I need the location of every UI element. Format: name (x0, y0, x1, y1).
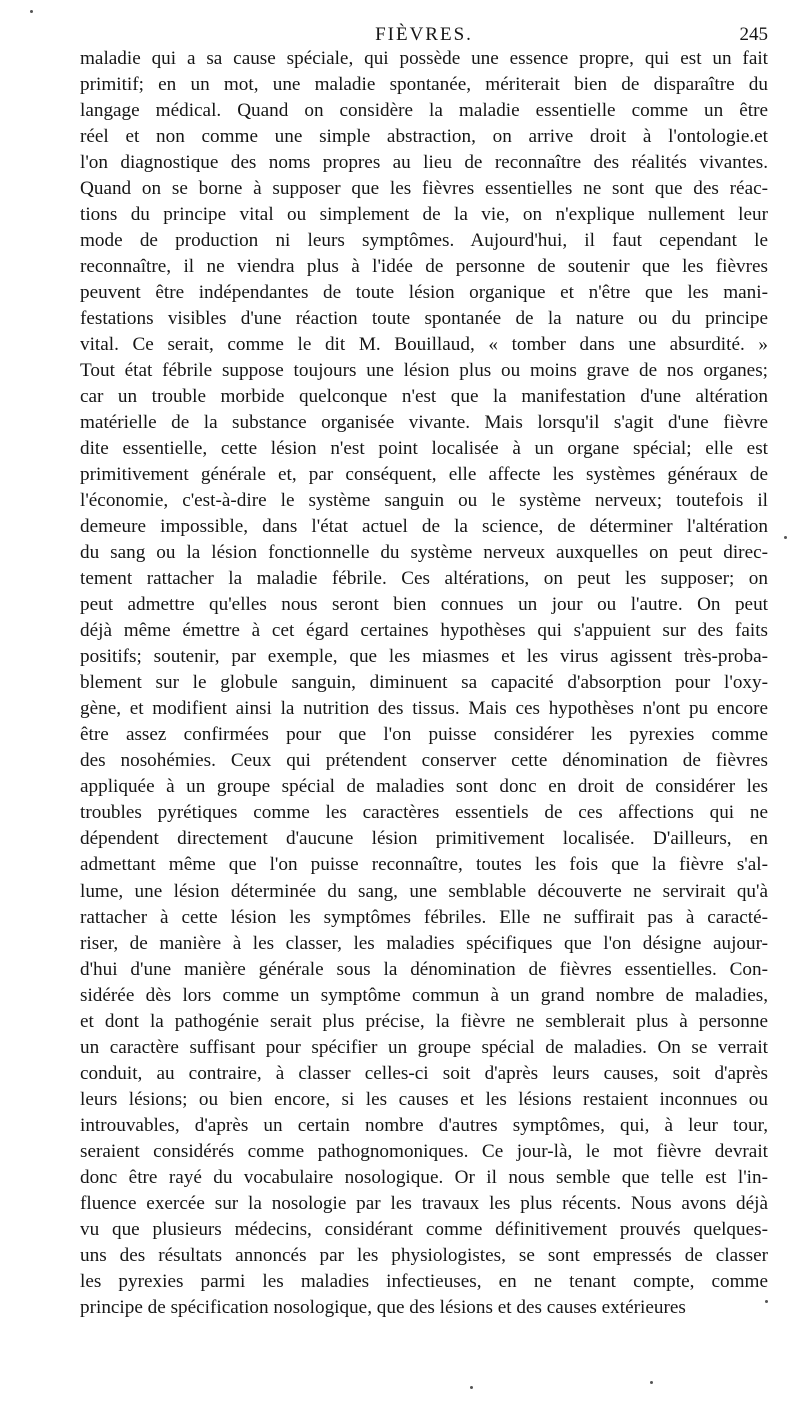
text-line: introuvables, d'après un certain nombre d'autres symptômes, qui, à leur tour, (80, 1114, 768, 1136)
text-line: mode de production ni leurs symptômes. Aujourd'hui, il faut cependant le (80, 230, 768, 252)
text-line: sidérée dès lors comme un symptôme commun à un grand nombre de maladies, (80, 984, 768, 1006)
text-line: vital. Ce serait, comme le dit M. Bouillaud, « tomber dans une absurdité. » (80, 334, 768, 356)
text-line: maladie qui a sa cause spéciale, qui possède une essence propre, qui est un fait (80, 48, 768, 69)
text-line: du sang ou la lésion fonctionnelle du système nerveux auxquelles on peut direc- (80, 542, 768, 564)
text-line: dite essentielle, cette lésion n'est point localisée à un organe spécial; elle est (80, 438, 768, 460)
text-line: primitivement générale et, par conséquent, elle affecte les systèmes généraux de (80, 464, 768, 486)
text-line: dépendent directement d'aucune lésion primitivement localisée. D'ailleurs, en (80, 828, 768, 850)
text-line: positifs; soutenir, par exemple, que les miasmes et les virus agissent très-proba- (80, 646, 768, 668)
text-line: Quand on se borne à supposer que les fièvres essentielles ne sont que des réac- (80, 178, 768, 200)
text-line: tement rattacher la maladie fébrile. Ces altérations, on peut les supposer; on (80, 568, 768, 590)
scan-speck (650, 1381, 653, 1384)
text-line: appliquée à un groupe spécial de maladies sont donc en droit de considérer les (80, 776, 768, 798)
scan-speck (765, 1300, 768, 1303)
text-line: uns des résultats annoncés par les physiologistes, se sont empressés de classer (80, 1244, 768, 1266)
text-line: demeure impossible, dans l'état actuel de la science, de déterminer l'altération (80, 516, 768, 538)
scan-speck (30, 10, 33, 13)
text-line: gène, et modifient ainsi la nutrition des tissus. Mais ces hypothèses n'ont pu encore (80, 698, 768, 720)
text-line: donc être rayé du vocabulaire nosologique. Or il nous semble que telle est l'in- (80, 1166, 768, 1188)
text-line: l'économie, c'est-à-dire le système sanguin ou le système nerveux; toutefois il (80, 490, 768, 512)
text-line: matérielle de la substance organisée vivante. Mais lorsqu'il s'agit d'une fièvre (80, 412, 768, 434)
text-line: Tout état fébrile suppose toujours une lésion plus ou moins grave de nos organes; (80, 360, 768, 382)
scan-speck (784, 536, 787, 539)
text-line: festations visibles d'une réaction toute spontanée de la nature ou du principe (80, 308, 768, 330)
text-line: primitif; en un mot, une maladie spontanée, mériterait bien de disparaître du (80, 74, 768, 96)
page-number: 245 (739, 24, 768, 45)
text-line: conduit, au contraire, à classer celles-ci soit d'après leurs causes, soit d'après (80, 1062, 768, 1084)
text-line: déjà même émettre à cet égard certaines hypothèses qui s'appuient sur des faits (80, 620, 768, 642)
text-line: admettant même que l'on puisse reconnaître, toutes les fois que la fièvre s'al- (80, 854, 768, 876)
text-line: fluence exercée sur la nosologie par les travaux les plus récents. Nous avons déjà (80, 1192, 768, 1214)
scan-speck (470, 1386, 473, 1389)
text-line: réel et non comme une simple abstraction, on arrive droit à l'ontologie.et (80, 126, 768, 148)
running-title: FIÈVRES. (375, 24, 473, 45)
text-line: lume, une lésion déterminée du sang, une semblable découverte ne servirait qu'à (80, 880, 768, 902)
body-text (80, 46, 768, 1321)
text-line: reconnaître, il ne viendra plus à l'idée de personne de soutenir que les fièvres (80, 256, 768, 278)
text-line: leurs lésions; ou bien encore, si les causes et les lésions restaient inconnues ou (80, 1088, 768, 1110)
text-line: peuvent être indépendantes de toute lésion organique et n'être que les mani- (80, 282, 768, 304)
text-line: rattacher à cette lésion les symptômes fébriles. Elle ne suffirait pas à caracté- (80, 906, 768, 928)
text-line: d'hui d'une manière générale sous la dénomination de fièvres essentielles. Con- (80, 958, 768, 980)
text-line: troubles pyrétiques comme les caractères essentiels de ces affections qui ne (80, 802, 768, 824)
text-line: seraient considérés comme pathognomoniques. Ce jour-là, le mot fièvre devrait (80, 1140, 768, 1162)
text-line: vu que plusieurs médecins, considérant comme définitivement prouvés quelques- (80, 1218, 768, 1240)
text-line: des nosohémies. Ceux qui prétendent conserver cette dénomination de fièvres (80, 750, 768, 772)
text-line: riser, de manière à les classer, les maladies spécifiques que l'on désigne aujour- (80, 932, 768, 954)
text-line: et dont la pathogénie serait plus précise, la fièvre ne semblerait plus à personne (80, 1010, 768, 1032)
text-line: langage médical. Quand on considère la maladie essentielle comme un être (80, 100, 768, 122)
text-line: car un trouble morbide quelconque n'est que la manifestation d'une altération (80, 386, 768, 408)
text-line: principe de spécification nosologique, que des lésions et des causes extérieures (80, 1296, 686, 1318)
text-line: un caractère suffisant pour spécifier un groupe spécial de maladies. On se verrait (80, 1036, 768, 1058)
text-line: peut admettre qu'elles nous seront bien connues un jour ou l'autre. On peut (80, 594, 768, 616)
text-line: l'on diagnostique des noms propres au lieu de reconnaître des réalités vivantes. (80, 152, 768, 174)
text-line: les pyrexies parmi les maladies infectieuses, en ne tenant compte, comme (80, 1270, 768, 1292)
text-line: blement sur le globule sanguin, diminuent sa capacité d'absorption pour l'oxy- (80, 672, 768, 694)
text-line: tions du principe vital ou simplement de la vie, on n'explique nullement leur (80, 204, 768, 226)
text-line: être assez confirmées pour que l'on puisse considérer les pyrexies comme (80, 724, 768, 746)
